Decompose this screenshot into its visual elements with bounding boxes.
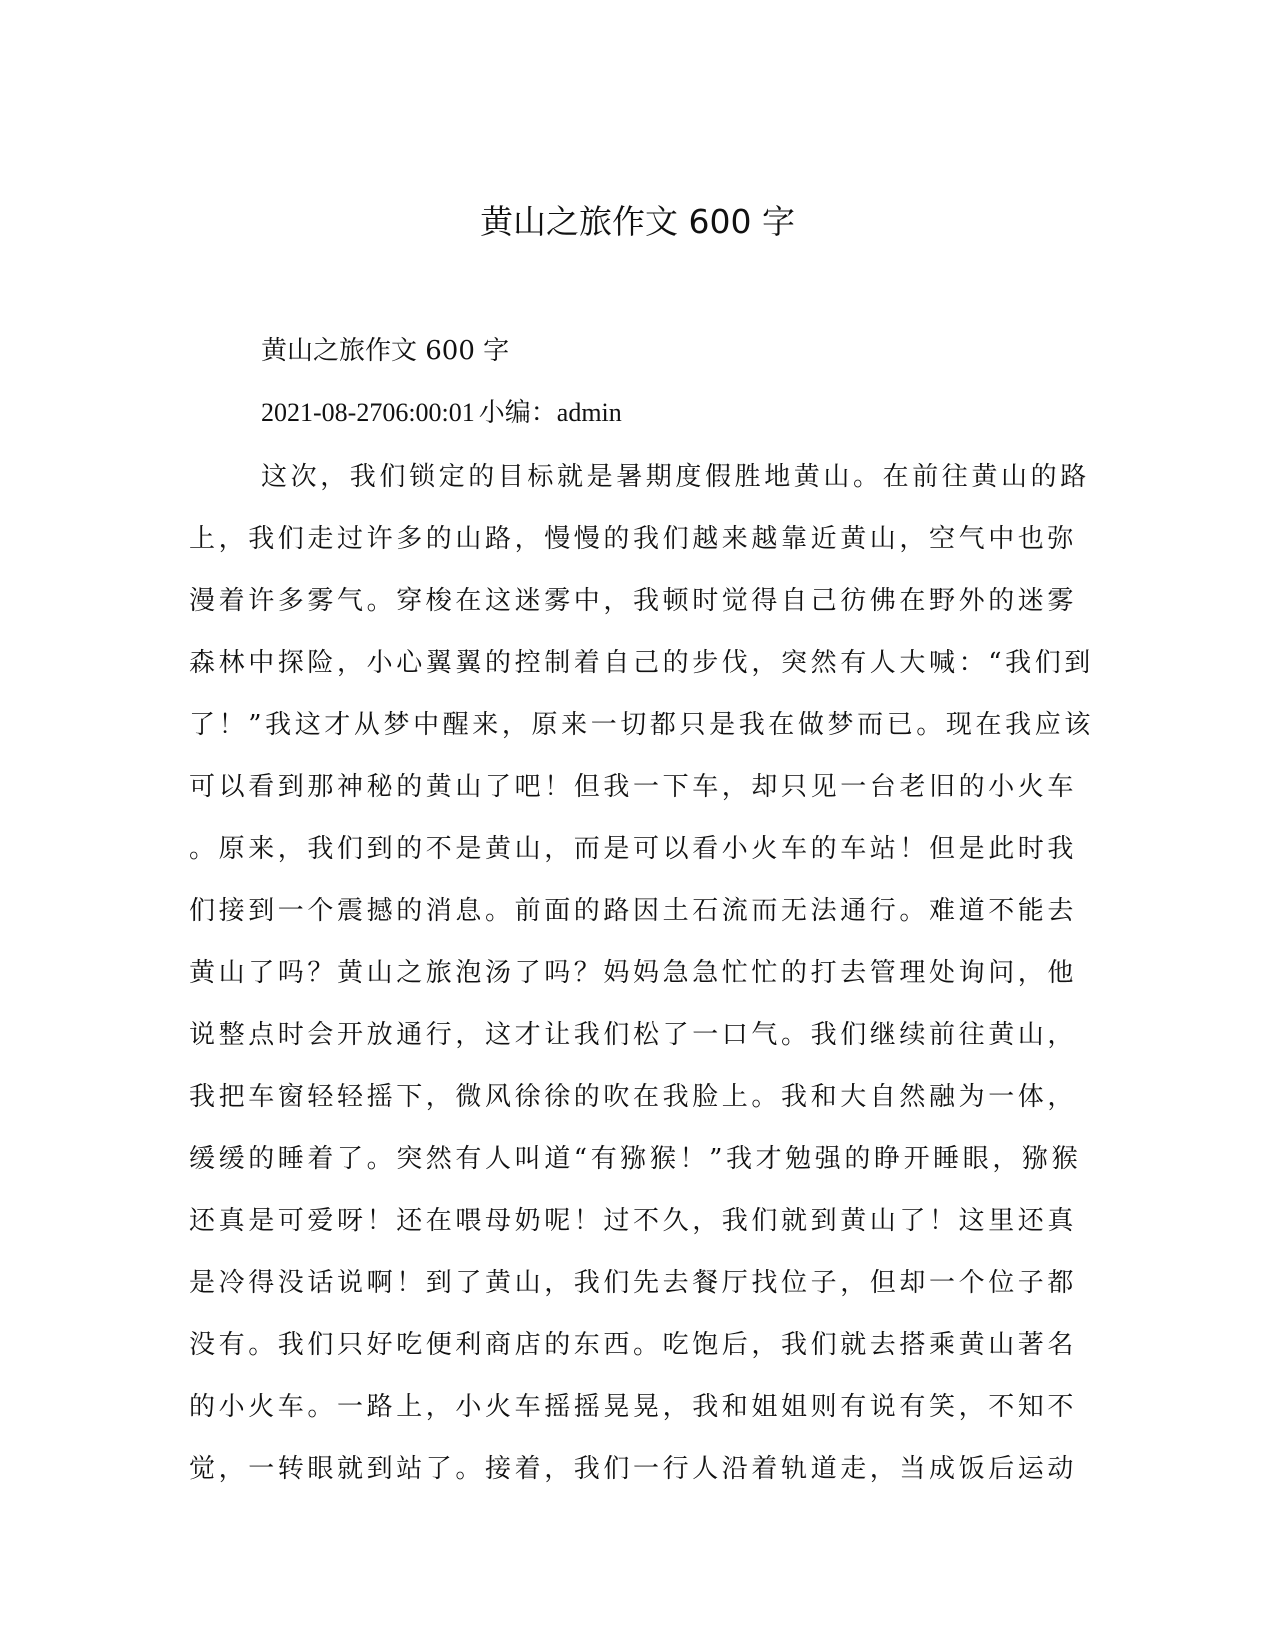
article-body	[189, 452, 1094, 1506]
body-line: 是冷得没话说啊！到了黄山，我们先去餐厅找位子，但却一个位子都	[189, 1268, 1078, 1298]
editor-name: admin	[556, 398, 622, 427]
body-line: 没有。我们只好吃便利商店的东西。吃饱后，我们就去搭乘黄山著名	[189, 1330, 1078, 1360]
body-line: 我把车窗轻轻摇下，微风徐徐的吹在我脸上。我和大自然融为一体，	[189, 1082, 1078, 1112]
body-line: 了！”我这才从梦中醒来，原来一切都只是我在做梦而已。现在我应该	[189, 710, 1094, 740]
body-line: 们接到一个震撼的消息。前面的路因土石流而无法通行。难道不能去	[189, 896, 1078, 926]
body-line: 的小火车。一路上，小火车摇摇晃晃，我和姐姐则有说有笑，不知不	[189, 1392, 1078, 1422]
document-meta	[261, 395, 622, 431]
body-line: 黄山了吗？黄山之旅泡汤了吗？妈妈急急忙忙的打去管理处询问，他	[189, 958, 1078, 988]
document-title: 黄山之旅作文 600 字	[480, 202, 795, 241]
body-line: 森林中探险，小心翼翼的控制着自己的步伐，突然有人大喊：“我们到	[189, 648, 1094, 678]
body-line: 可以看到那神秘的黄山了吧！但我一下车，却只见一台老旧的小火车	[189, 772, 1078, 802]
body-line: 上，我们走过许多的山路，慢慢的我们越来越靠近黄山，空气中也弥	[189, 524, 1078, 554]
body-line: 。原来，我们到的不是黄山，而是可以看小火车的车站！但是此时我	[189, 834, 1078, 864]
publish-datetime: 2021-08-2706:00:01	[261, 398, 475, 427]
body-line: 说整点时会开放通行，这才让我们松了一口气。我们继续前往黄山，	[189, 1020, 1078, 1050]
document-subtitle: 黄山之旅作文 600 字	[261, 336, 510, 366]
body-line: 这次，我们锁定的目标就是暑期度假胜地黄山。在前往黄山的路	[261, 462, 1090, 492]
editor-label: 小编：	[478, 398, 557, 427]
body-line: 漫着许多雾气。穿梭在这迷雾中，我顿时觉得自己彷佛在野外的迷雾	[189, 586, 1078, 616]
body-line: 缓缓的睡着了。突然有人叫道“有猕猴！”我才勉强的睁开睡眼，猕猴	[189, 1144, 1082, 1174]
body-line: 还真是可爱呀！还在喂母奶呢！过不久，我们就到黄山了！这里还真	[189, 1206, 1078, 1236]
body-line: 觉，一转眼就到站了。接着，我们一行人沿着轨道走，当成饭后运动	[189, 1454, 1078, 1484]
